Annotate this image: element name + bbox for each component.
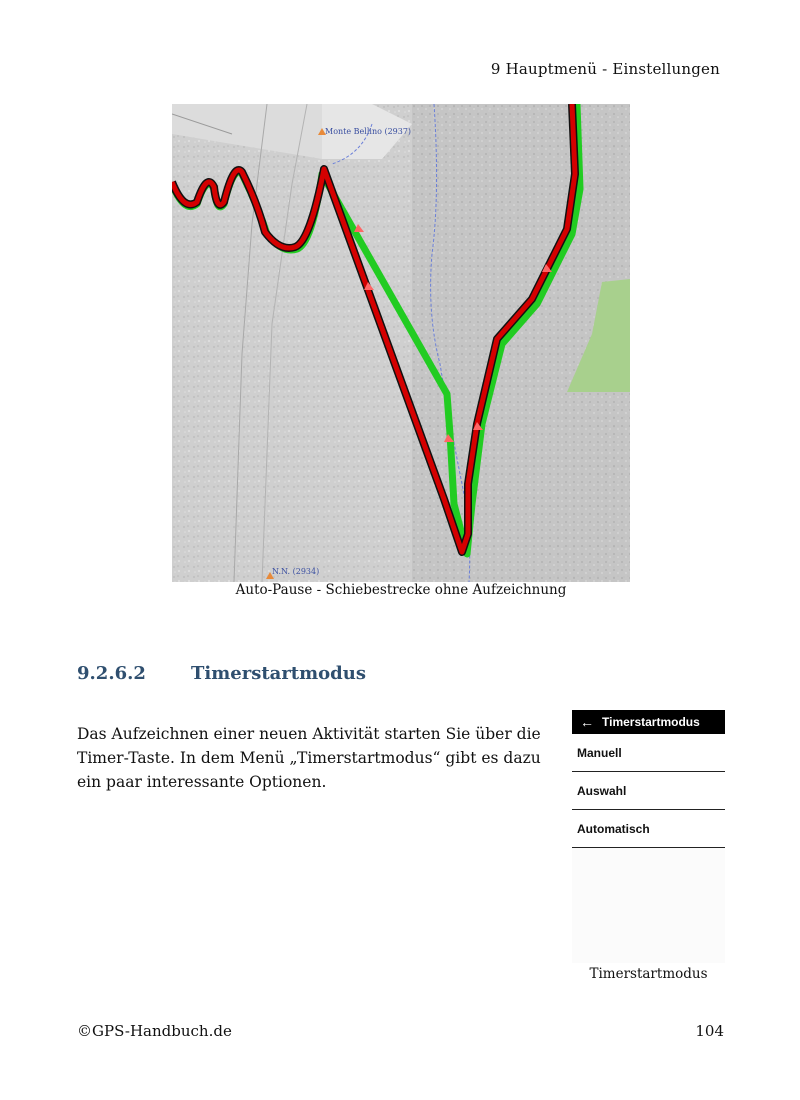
section-heading (77, 663, 366, 684)
peak-label-bottom: N.N. (2934) (272, 567, 320, 576)
menu-item-manuell[interactable] (572, 734, 725, 772)
map-svg (172, 104, 630, 582)
body-paragraph: Das Aufzeichnen einer neuen Aktivität starten Sie über die Timer-Taste. In dem Menü „Timerstartmodus“ gibt es dazu ein paar interessante Optionen. (77, 725, 541, 791)
figure-caption: Auto-Pause - Schiebestrecke ohne Aufzeichnung (235, 582, 567, 598)
footer-copyright: ©GPS-Handbuch.de (77, 1022, 232, 1040)
menu-item-label: Auswahl (577, 783, 627, 798)
device-title-bar (572, 710, 725, 734)
peak-label-top: Monte Bellino (2937) (325, 127, 412, 136)
section-title: Timerstartmodus (191, 663, 366, 684)
map-figure (172, 104, 630, 582)
device-title: Timerstartmodus (602, 715, 700, 729)
page-header: 9 Hauptmenü - Einstellungen (490, 60, 720, 78)
section-number: 9.2.6.2 (77, 663, 146, 684)
menu-item-automatisch[interactable] (572, 810, 725, 848)
menu-item-auswahl[interactable] (572, 772, 725, 810)
arrow-left-icon[interactable]: ← (580, 714, 594, 730)
device-screenshot (572, 710, 725, 963)
menu-item-label: Automatisch (577, 821, 650, 836)
page-number: 104 (695, 1022, 724, 1040)
device-caption: Timerstartmodus (589, 966, 708, 982)
menu-item-label: Manuell (577, 745, 622, 760)
